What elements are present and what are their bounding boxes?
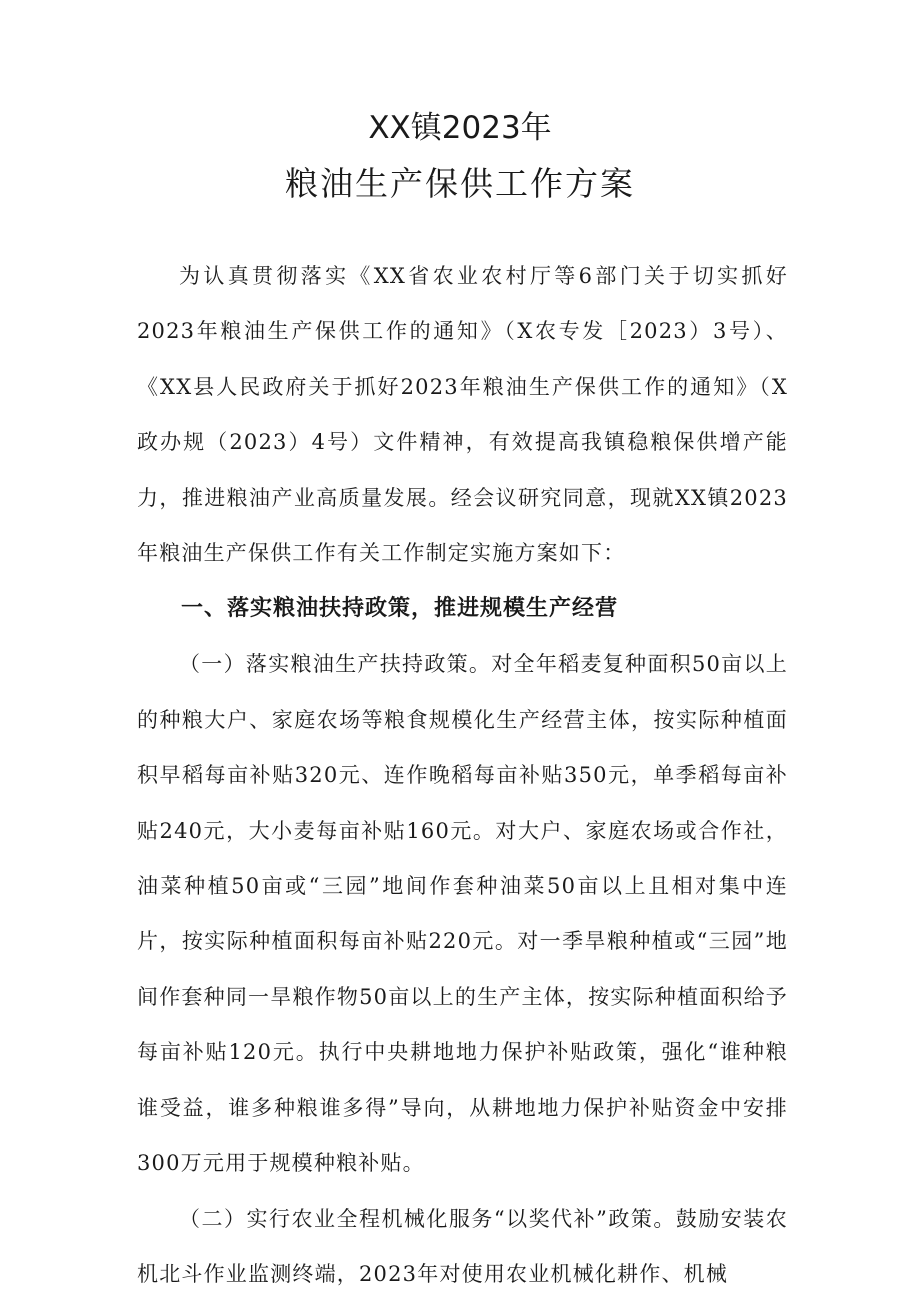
paragraph-2: （二）实行农业全程机械化服务“以奖代补”政策。鼓励安装农机北斗作业监测终端，2023年对使用农业机械化耕作、机械 bbox=[137, 1192, 788, 1302]
paragraph-1: （一）落实粮油生产扶持政策。对全年稻麦复种面积50亩以上的种粮大户、家庭农场等粮食规模化生产经营主体，按实际种植面积早稻每亩补贴320元、连作晚稻每亩补贴350元，单季稻每亩补贴240元，大小麦每亩补贴160元。对大户、家庭农场或合作社，油菜种植50亩或“三园”地间作套种油菜50亩以上且相对集中连片，按实际种植面积每亩补贴220元。对一季旱粮种植或“三园”地间作套种同一旱粮作物50亩以上的生产主体，按实际种植面积给予每亩补贴120元。执行中央耕地地力保护补贴政策，强化“谁种粮谁受益，谁多种粮谁多得”导向，从耕地地力保护补贴资金中安排300万元用于规模种粮补贴。 bbox=[137, 637, 788, 1191]
title-line-2: 粮油生产保供工作方案 bbox=[0, 158, 920, 210]
document-body bbox=[137, 249, 788, 1302]
title-line-1: XX镇2023年 bbox=[0, 104, 920, 152]
document-title bbox=[0, 104, 920, 210]
intro-paragraph: 为认真贯彻落实《XX省农业农村厅等6部门关于切实抓好2023年粮油生产保供工作的通知》（X农专发［2023）3号）、《XX县人民政府关于抓好2023年粮油生产保供工作的通知》（X政办规（2023）4号）文件精神，有效提高我镇稳粮保供增产能力，推进粮油产业高质量发展。经会议研究同意，现就XX镇2023年粮油生产保供工作有关工作制定实施方案如下： bbox=[137, 249, 788, 581]
section-heading-1: 一、落实粮油扶持政策，推进规模生产经营 bbox=[137, 581, 788, 637]
